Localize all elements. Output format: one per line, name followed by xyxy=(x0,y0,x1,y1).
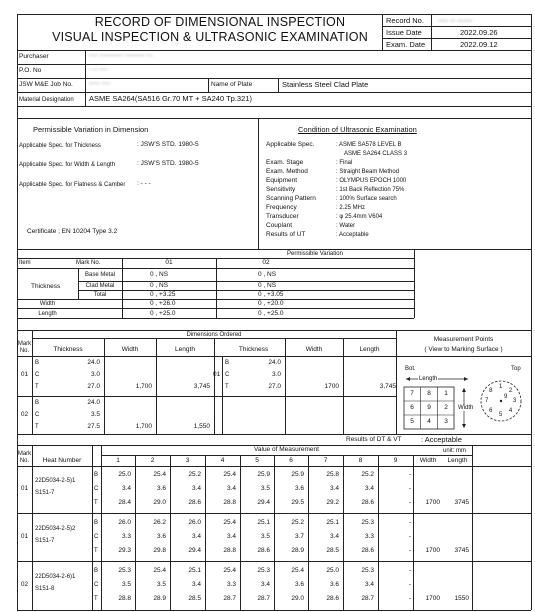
ut-value: : Water xyxy=(336,223,356,229)
measure-value: 25.0 xyxy=(326,567,339,574)
dims-layer-letter-2: T xyxy=(225,384,229,390)
measure-col-header: 9 xyxy=(393,457,398,464)
perm-length: Length xyxy=(38,311,57,317)
dims-width: 1,700 xyxy=(135,423,152,430)
perm-value-02: 0 , +25.0 xyxy=(258,310,284,317)
po-label: P.O. No xyxy=(19,67,42,74)
dims-width-header-2: Width xyxy=(305,346,323,353)
dims-layer-letter: B xyxy=(35,360,40,366)
dims-total-thickness-2: 27.0 xyxy=(268,383,281,390)
measure-width: 1700 xyxy=(425,499,440,506)
measure-value: 25.3 xyxy=(361,567,374,574)
circle-point-number: 7 xyxy=(485,398,489,404)
variation-heading: Permissible Variation in Dimension xyxy=(33,125,149,134)
heat-number-sub: S151-7 xyxy=(35,538,55,544)
grid-point-number: 3 xyxy=(444,418,448,425)
ut-value: : Acceptable xyxy=(336,232,369,238)
job-value: ----- ---- xyxy=(89,80,111,87)
dims-mark-no: 01 xyxy=(20,371,29,378)
circle-point-number: 3 xyxy=(513,398,517,404)
grid-point-number: 1 xyxy=(444,390,448,397)
measure-col-header: 3 xyxy=(185,457,190,464)
dims-length: 3,745 xyxy=(193,383,210,390)
measure-dash: - xyxy=(408,581,411,588)
dims-layer-letter-2: C xyxy=(225,372,230,378)
ut-label: Exam. Stage xyxy=(266,159,304,166)
measure-layer-letter: B xyxy=(94,520,99,526)
measure-value: 25.4 xyxy=(223,519,236,526)
measure-value: 3.4 xyxy=(329,533,339,540)
measure-value: 25.1 xyxy=(326,519,339,526)
measure-length: 3745 xyxy=(454,499,469,506)
measure-value: 25.4 xyxy=(223,567,236,574)
measure-value: 29.8 xyxy=(153,547,166,554)
ut-label: Couplant xyxy=(266,222,293,229)
purchaser-value: ---- ----------- --------- --- xyxy=(89,52,153,59)
perm-value-02: 0 , NS xyxy=(258,282,277,289)
meas-points-sub: ( View to Marking Surface ) xyxy=(424,346,503,353)
measure-value: 25.1 xyxy=(188,567,201,574)
grid-point-number: 2 xyxy=(444,404,448,411)
certificate-type: Certificate ; EN 10204 Type 3.2 xyxy=(27,228,118,235)
dims-thickness-header-2: Thickness xyxy=(238,346,269,353)
measure-col-header: 8 xyxy=(358,457,363,464)
dims-total-thickness: 27.5 xyxy=(87,423,100,430)
measure-value: 3.6 xyxy=(156,485,166,492)
measure-layer-letter: T xyxy=(94,500,98,506)
perm-col-02: 02 xyxy=(262,259,270,266)
results-label: Results of DT & VT xyxy=(346,436,402,443)
perm-width: Width xyxy=(39,301,56,307)
measure-layer-letter: B xyxy=(94,472,99,478)
perm-value-01: 0 , NS xyxy=(150,282,169,289)
perm-value-02: 0 , +20.0 xyxy=(258,300,284,307)
measure-col-header: 4 xyxy=(220,457,225,464)
measure-value: 25.9 xyxy=(257,471,270,478)
results-value: : Acceptable xyxy=(421,435,462,444)
measure-value: 28.8 xyxy=(223,547,236,554)
width-spec-label: Applicable Spec. for Width & Length xyxy=(19,162,116,168)
measure-value: 3.4 xyxy=(191,581,201,588)
measure-value: 28.6 xyxy=(361,547,374,554)
measure-value: 25.3 xyxy=(361,519,374,526)
dims-base-thickness: 24.0 xyxy=(87,359,100,366)
heat-number-sub: S151-7 xyxy=(35,490,55,496)
ut-value: : φ 25.4mm V604 xyxy=(336,214,383,220)
perm-value-01: 0 , +25.0 xyxy=(150,310,176,317)
grid-point-number: 8 xyxy=(427,390,431,397)
grid-point-number: 5 xyxy=(410,418,414,425)
measure-value: 3.4 xyxy=(226,485,236,492)
ut-heading: Condition of Ultrasonic Examination xyxy=(298,125,417,134)
measure-value: 28.6 xyxy=(257,547,270,554)
perm-value-01: 0 , NS xyxy=(150,271,169,278)
measure-title: Value of Measurement xyxy=(254,446,319,453)
measure-value: 26.2 xyxy=(153,519,166,526)
measure-mark-no: 01 xyxy=(20,533,29,540)
measure-col-header: 1 xyxy=(116,457,120,464)
po-value: - -- ---- xyxy=(89,66,108,73)
measure-value: 29.0 xyxy=(291,595,304,602)
measure-mark-no: 01 xyxy=(20,485,29,492)
measure-value: 3.4 xyxy=(191,533,201,540)
measure-value: 28.6 xyxy=(326,595,339,602)
thickness-spec-value: : JSW'S STD. 1980-5 xyxy=(137,141,199,148)
measure-width: 1700 xyxy=(425,595,440,602)
perm-base: Base Metal xyxy=(84,272,115,278)
measure-value: 3.6 xyxy=(294,581,304,588)
ut-value: ASME SA264 CLASS 3 xyxy=(344,151,408,157)
measure-value: 25.4 xyxy=(223,471,236,478)
measure-value: 25.4 xyxy=(153,567,166,574)
measure-value: 25.0 xyxy=(118,471,131,478)
circle-point-number: 9 xyxy=(504,394,508,400)
length-arrow-label: Length xyxy=(419,376,438,382)
dims-layer-letter: T xyxy=(35,384,39,390)
top-label: Top xyxy=(511,366,521,372)
heat-number: 22D5034-2-6)1 xyxy=(35,574,76,580)
exam-date-label: Exam. Date xyxy=(386,40,426,49)
purchaser-label: Purchaser xyxy=(19,53,49,60)
dims-layer-letter: B xyxy=(35,400,40,406)
measure-col-header: 5 xyxy=(255,457,259,464)
heat-number: 22D5034-2-5)1 xyxy=(35,478,76,484)
perm-value-02: 0 , NS xyxy=(258,271,277,278)
ut-value: : Final xyxy=(336,160,353,166)
grid-point-number: 4 xyxy=(427,418,431,425)
measure-value: 28.9 xyxy=(291,547,304,554)
measure-value: 3.5 xyxy=(156,581,166,588)
ut-label: Exam. Method xyxy=(266,168,308,175)
circle-point-number: 5 xyxy=(499,412,503,418)
measure-layer-letter: T xyxy=(94,548,98,554)
measure-value: 25.3 xyxy=(118,567,131,574)
material-label: Material Designation xyxy=(19,97,74,103)
perm-value-01: 0 , +3.25 xyxy=(150,291,176,298)
perm-mark-no: Mark No. xyxy=(76,260,101,266)
measure-length-header: Length xyxy=(447,457,468,464)
measure-value: 29.2 xyxy=(326,499,339,506)
measure-dash: - xyxy=(408,595,411,602)
dims-layer-letter: C xyxy=(35,412,40,418)
measure-value: 3.6 xyxy=(156,533,166,540)
issue-date-value: 2022.09.26 xyxy=(460,28,498,37)
ut-value: : Straight Beam Method xyxy=(336,169,400,175)
document-subtitle: VISUAL INSPECTION & ULTRASONIC EXAMINATION xyxy=(52,30,368,44)
measure-dash: - xyxy=(408,547,411,554)
ut-label: Sensitivity xyxy=(266,186,296,193)
measure-value: 25.2 xyxy=(291,519,304,526)
dims-clad-thickness-2: 3.0 xyxy=(271,371,281,378)
measure-value: 26.0 xyxy=(188,519,201,526)
measure-value: 3.4 xyxy=(364,485,374,492)
perm-col-01: 01 xyxy=(165,259,173,266)
measure-dash: - xyxy=(408,519,411,526)
perm-clad: Clad Metal xyxy=(85,283,115,289)
width-arrow-label: Width xyxy=(458,405,474,411)
document-title: RECORD OF DIMENSIONAL INSPECTION xyxy=(94,15,346,29)
dims-mark-no-2: 01 xyxy=(213,371,221,378)
measure-value: 3.4 xyxy=(226,533,236,540)
circle-point-number: 8 xyxy=(489,388,493,395)
measure-value: 28.8 xyxy=(118,595,131,602)
measure-value: 28.6 xyxy=(361,499,374,506)
measure-value: 3.4 xyxy=(121,485,131,492)
measure-value: 29.5 xyxy=(291,499,304,506)
measure-dash: - xyxy=(408,471,411,478)
measure-value: 25.3 xyxy=(257,567,270,574)
measure-value: 28.7 xyxy=(361,595,374,602)
dims-length-header-2: Length xyxy=(359,346,380,353)
dims-clad-thickness: 3.5 xyxy=(90,411,100,418)
measure-value: 29.4 xyxy=(188,547,201,554)
measure-col-header: 2 xyxy=(150,457,155,464)
measure-length: 1550 xyxy=(454,595,469,602)
ut-value: : 1st Back Reflection 75% xyxy=(336,187,405,193)
flatness-spec-value: : - - - xyxy=(137,180,151,187)
measure-value: 3.5 xyxy=(260,533,270,540)
grid-point-number: 9 xyxy=(427,404,431,411)
ut-label: Scanning Pattern xyxy=(266,195,316,202)
measure-width-header: Width xyxy=(419,457,437,464)
dims-total-thickness: 27.0 xyxy=(87,383,100,390)
measure-dash: - xyxy=(408,533,411,540)
heat-number: 22D5034-2-5)2 xyxy=(35,526,76,532)
dims-layer-letter-2: B xyxy=(225,360,230,366)
measure-value: 29.4 xyxy=(257,499,270,506)
measure-layer-letter: C xyxy=(94,486,99,492)
circle-point-number: 6 xyxy=(489,407,493,414)
measure-value: 3.3 xyxy=(226,581,236,588)
measure-value: 25.1 xyxy=(257,519,270,526)
measure-value: 3.4 xyxy=(329,485,339,492)
measure-value: 28.4 xyxy=(118,499,131,506)
measure-width: 1700 xyxy=(425,547,440,554)
measure-col-header: 7 xyxy=(323,457,328,464)
ut-value: : ASME SA578 LEVEL B xyxy=(336,142,402,148)
measure-layer-letter: B xyxy=(94,568,99,574)
measure-layer-letter: T xyxy=(94,596,98,602)
dims-thickness-header: Thickness xyxy=(53,346,83,353)
perm-item: Item xyxy=(19,260,31,266)
measure-value: 28.8 xyxy=(223,499,236,506)
measure-length: 3745 xyxy=(454,547,469,554)
record-no-label: Record No. xyxy=(386,16,424,25)
perm-title: Permissible Variation xyxy=(287,251,343,257)
ut-value: : 100% Surface search xyxy=(336,196,397,202)
measure-value: 3.4 xyxy=(260,581,270,588)
issue-date-label: Issue Date xyxy=(386,28,422,37)
ut-label: Frequency xyxy=(266,204,297,211)
perm-value-01: 0 , +26.0 xyxy=(150,300,176,307)
dims-layer-letter: C xyxy=(35,372,40,378)
measure-mark: Mark xyxy=(17,451,32,457)
dims-clad-thickness: 3.0 xyxy=(90,371,100,378)
measure-value: 26.0 xyxy=(118,519,131,526)
bot-label: Bot. xyxy=(405,366,416,372)
dims-no: No. xyxy=(19,348,30,354)
record-no-value: ---- -- ------ xyxy=(438,16,473,25)
flatness-spec-label: Applicable Spec. for Flatness & Camber xyxy=(19,182,126,188)
measure-layer-letter: C xyxy=(94,534,99,540)
measure-value: 29.0 xyxy=(153,499,166,506)
dims-base-thickness: 24.0 xyxy=(87,399,100,406)
dims-length-header: Length xyxy=(175,346,195,353)
perm-value-02: 0 , +3.05 xyxy=(258,291,284,298)
dims-mark-no: 02 xyxy=(20,411,29,418)
measure-value: 3.6 xyxy=(329,581,339,588)
ut-value: : 2.25 MHz xyxy=(336,205,366,211)
measure-value: 3.4 xyxy=(191,485,201,492)
dims-width-header: Width xyxy=(121,346,139,353)
dims-layer-letter: T xyxy=(35,424,39,430)
measure-value: 28.7 xyxy=(257,595,270,602)
measure-dash: - xyxy=(408,485,411,492)
measure-dash: - xyxy=(408,499,411,506)
heat-number-sub: S151-8 xyxy=(35,586,55,592)
measure-value: 3.5 xyxy=(260,485,270,492)
measure-layer-letter: C xyxy=(94,582,99,588)
measure-value: 25.4 xyxy=(153,471,166,478)
measure-mark-no: 02 xyxy=(20,581,29,588)
plate-value: Stainless Steel Clad Plate xyxy=(282,80,369,89)
dims-base-thickness-2: 24.0 xyxy=(268,359,281,366)
dims-mark: Mark xyxy=(17,341,32,347)
measure-value: 3.5 xyxy=(121,581,131,588)
measure-value: 29.3 xyxy=(118,547,131,554)
plate-label: Name of Plate xyxy=(211,81,253,88)
measure-dash: - xyxy=(408,567,411,574)
perm-total: Total xyxy=(93,292,107,298)
exam-date-value: 2022.09.12 xyxy=(460,40,498,49)
measure-no: No. xyxy=(19,458,30,464)
measure-value: 25.9 xyxy=(291,471,304,478)
measure-value: 28.5 xyxy=(188,595,201,602)
circle-point-number: 1 xyxy=(499,384,503,390)
measure-value: 3.3 xyxy=(121,533,131,540)
measure-heat-header: Heat Number xyxy=(42,457,82,464)
measure-value: 25.2 xyxy=(361,471,374,478)
measure-value: 3.4 xyxy=(364,581,374,588)
circle-point-number: 4 xyxy=(508,407,513,414)
circle-point-number: 2 xyxy=(508,388,513,395)
ut-label: Equipment xyxy=(266,177,298,184)
measure-value: 3.3 xyxy=(364,533,374,540)
grid-point-number: 7 xyxy=(410,390,414,397)
dims-title: Dimensions Ordered xyxy=(186,332,242,338)
job-label: JSW M&E Job No. xyxy=(19,81,73,88)
measure-value: 28.7 xyxy=(223,595,236,602)
measure-value: 3.6 xyxy=(294,485,304,492)
dims-length-2: 3,745 xyxy=(379,383,396,390)
ut-label: Transducer xyxy=(266,213,299,220)
thickness-spec-label: Applicable Spec. for Thickness xyxy=(19,143,101,149)
meas-points-title: Measurement Points xyxy=(433,336,494,343)
measure-col-header: 6 xyxy=(289,457,293,464)
measure-value: 28.5 xyxy=(326,547,339,554)
ut-label: Applicable Spec. xyxy=(266,141,315,148)
ut-label: Results of UT xyxy=(266,231,306,238)
measure-value: 25.8 xyxy=(326,471,339,478)
dims-width-2: 1700 xyxy=(324,383,339,390)
measure-value: 3.7 xyxy=(294,533,304,540)
dims-width: 1,700 xyxy=(135,383,152,390)
material-value: ASME SA264(SA516 Gr.70 MT + SA240 Tp.321) xyxy=(89,94,252,103)
measure-value: 25.2 xyxy=(188,471,201,478)
perm-thickness: Thickness xyxy=(31,283,61,290)
width-spec-value: : JSW'S STD. 1980-5 xyxy=(137,160,199,167)
measure-value: 25.4 xyxy=(291,567,304,574)
measure-value: 28.9 xyxy=(153,595,166,602)
ut-value: : OLYMPUS EPOCH 1000 xyxy=(336,178,407,184)
grid-point-number: 6 xyxy=(410,404,414,411)
measure-unit: unit: mm xyxy=(443,448,467,454)
measure-value: 28.6 xyxy=(188,499,201,506)
dims-length: 1,550 xyxy=(193,423,210,430)
